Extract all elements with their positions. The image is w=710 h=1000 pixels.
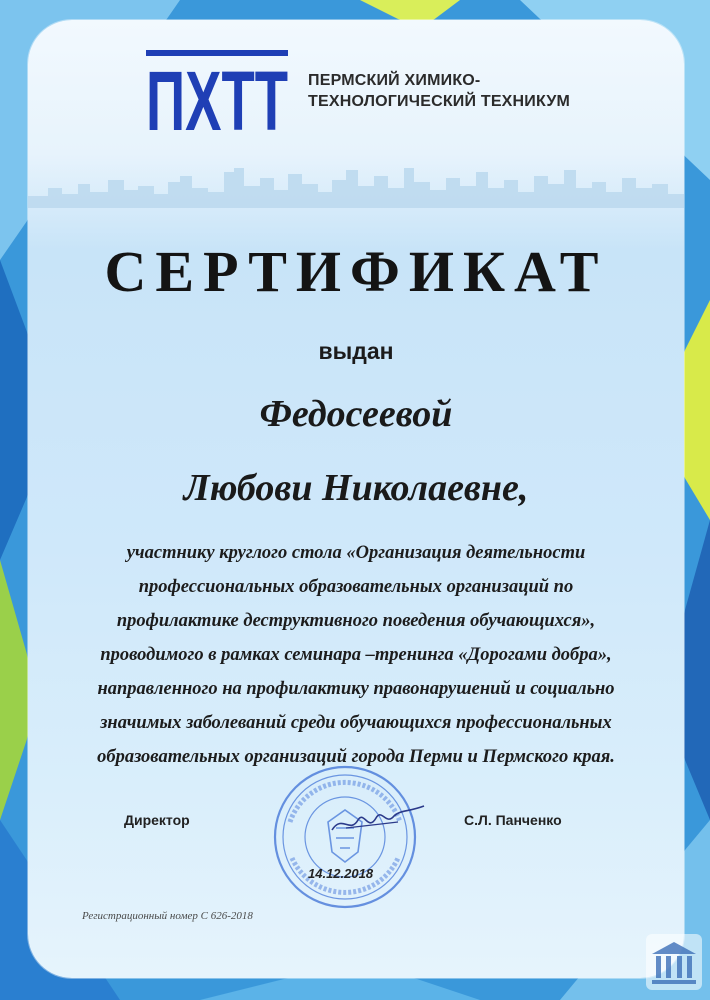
body-line: участнику круглого стола «Организация деятельности bbox=[126, 543, 586, 563]
body-line: образовательных организаций города Перми и Пермского края. bbox=[97, 747, 615, 767]
issue-date: 14.12.2018 bbox=[308, 866, 374, 881]
signer-name: С.Л. Панченко bbox=[464, 812, 562, 828]
logo-emblem bbox=[142, 48, 292, 136]
director-label: Директор bbox=[124, 812, 190, 828]
org-name-line-2: ТЕХНОЛОГИЧЕСКИЙ ТЕХНИКУМ bbox=[308, 93, 571, 110]
issued-label: выдан bbox=[318, 338, 394, 364]
org-name-line-1: ПЕРМСКИЙ ХИМИКО- bbox=[308, 72, 481, 89]
body-line: профилактике деструктивного поведения обучающихся», bbox=[116, 611, 596, 631]
recipient-given-names: Любови Николаевне, bbox=[183, 467, 529, 509]
certificate-title: СЕРТИФИКАТ bbox=[104, 239, 608, 304]
certificate-body bbox=[58, 536, 654, 774]
body-line: значимых заболеваний среди обучающихся профессиональных bbox=[100, 713, 612, 733]
body-line: проводимого в рамках семинара –тренинга «Дорогами добра», bbox=[100, 645, 612, 665]
recipient-surname: Федосеевой bbox=[259, 393, 453, 435]
body-line: профессиональных образовательных организаций по bbox=[138, 577, 574, 597]
org-name bbox=[308, 70, 638, 112]
body-line: направленного на профилактику правонарушений и социально bbox=[97, 679, 615, 699]
city-skyline bbox=[28, 158, 684, 208]
certificate-card bbox=[28, 20, 684, 978]
registration-number: Регистрационный номер С 626-2018 bbox=[82, 910, 253, 922]
building-watermark-icon bbox=[644, 932, 704, 992]
logo-text: ПХТТ bbox=[146, 54, 288, 136]
signature-mark bbox=[328, 800, 428, 840]
